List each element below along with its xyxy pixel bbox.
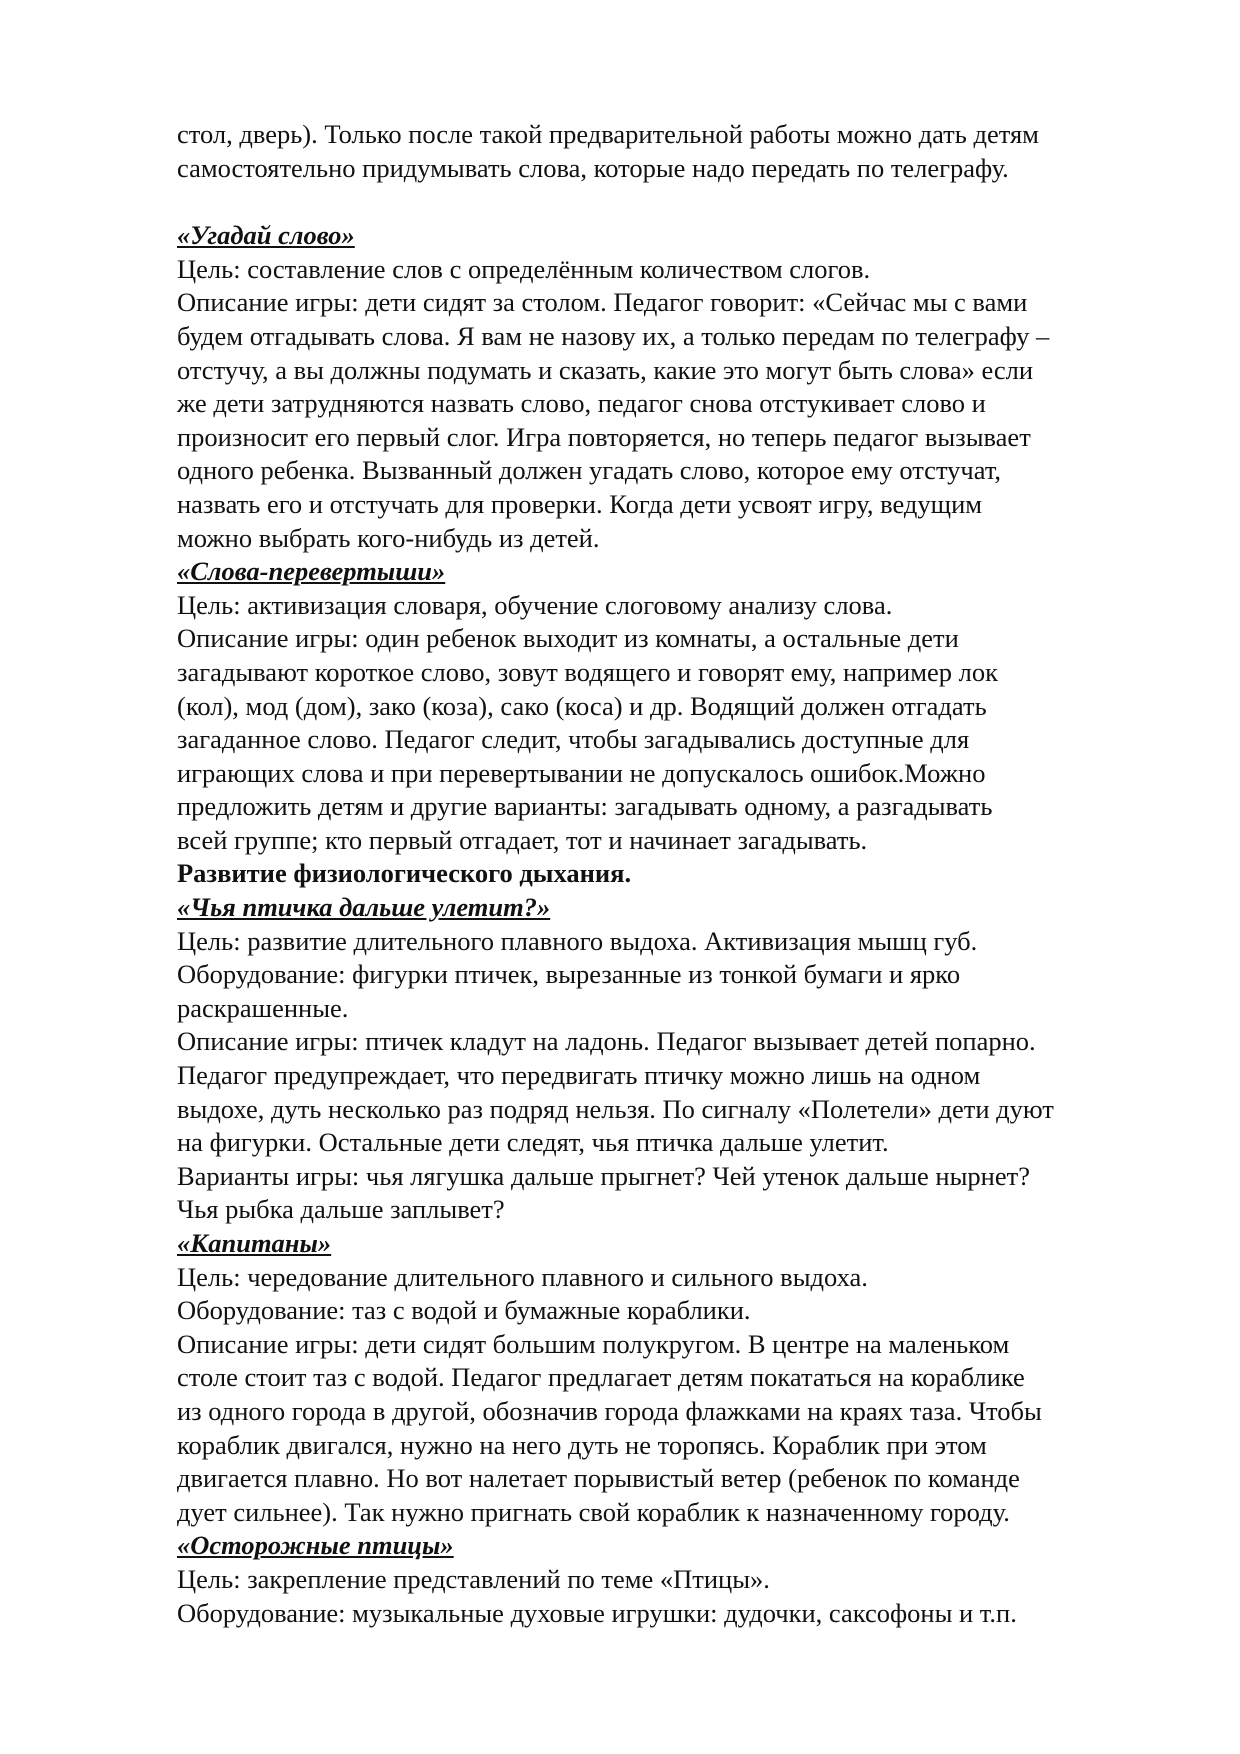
- paragraph-line: Оборудование: фигурки птичек, вырезанные из тонкой бумаги и ярко: [177, 959, 961, 990]
- blank-line: [177, 185, 1177, 219]
- paragraph-line: Цель: закрепление представлений по теме «Птицы».: [177, 1563, 770, 1594]
- paragraph-line: будем отгадывать слова. Я вам не назову их, а только передам по телеграфу –: [177, 320, 1050, 351]
- paragraph-line: дует сильнее). Так нужно пригнать свой кораблик к назначенному городу.: [177, 1496, 1010, 1527]
- paragraph-line: Описание игры: дети сидят большим полукругом. В центре на маленьком: [177, 1328, 1010, 1359]
- game-title-guess-word: «Угадай слово»: [177, 220, 355, 251]
- paragraph-line: Варианты игры: чья лягушка дальше прыгнет? Чей утенок дальше нырнет?: [177, 1160, 1030, 1191]
- paragraph-line: Цель: чередование длительного плавного и сильного выдоха.: [177, 1261, 868, 1292]
- paragraph-line: Описание игры: птичек кладут на ладонь. Педагог вызывает детей попарно.: [177, 1026, 1036, 1057]
- paragraph-line: произносит его первый слог. Игра повторяется, но теперь педагог вызывает: [177, 421, 1031, 452]
- paragraph-line: играющих слова и при перевертывании не допускалось ошибок.Можно: [177, 757, 986, 788]
- paragraph-line: предложить детям и другие варианты: загадывать одному, а разгадывать: [177, 791, 993, 822]
- paragraph-line: загаданное слово. Педагог следит, чтобы загадывались доступные для: [177, 724, 970, 755]
- paragraph-line: одного ребенка. Вызванный должен угадать слово, которое ему отстучат,: [177, 455, 1002, 486]
- paragraph-line: Описание игры: дети сидят за столом. Педагог говорит: «Сейчас мы с вами: [177, 287, 1028, 318]
- game-title-word-flip: «Слова-перевертыши»: [177, 556, 446, 587]
- paragraph-line: Оборудование: таз с водой и бумажные кораблики.: [177, 1295, 751, 1326]
- paragraph-line: Оборудование: музыкальные духовые игрушки: дудочки, саксофоны и т.п.: [177, 1597, 1017, 1628]
- paragraph-line: назвать его и отстучать для проверки. Когда дети усвоят игру, ведущим: [177, 488, 983, 519]
- paragraph-line: отстучу, а вы должны подумать и сказать, какие это могут быть слова» если: [177, 354, 1034, 385]
- paragraph-line: кораблик двигался, нужно на него дуть не торопясь. Кораблик при этом: [177, 1429, 987, 1460]
- paragraph-line: всей группе; кто первый отгадает, тот и начинает загадывать.: [177, 824, 868, 855]
- paragraph-line: Цель: составление слов с определённым количеством слогов.: [177, 253, 871, 284]
- paragraph-line: столе стоит таз с водой. Педагог предлагает детям покататься на кораблике: [177, 1362, 1025, 1393]
- game-title-captains: «Капитаны»: [177, 1228, 332, 1258]
- paragraph-line: из одного города в другой, обозначив города флажками на краях таза. Чтобы: [177, 1395, 1042, 1426]
- paragraph-line: Описание игры: один ребенок выходит из комнаты, а остальные дети: [177, 623, 959, 654]
- paragraph-line: двигается плавно. Но вот налетает порывистый ветер (ребенок по команде: [177, 1463, 1020, 1494]
- paragraph-line: Цель: развитие длительного плавного выдоха. Активизация мышц губ.: [177, 925, 978, 956]
- paragraph-line: можно выбрать кого-нибудь из детей.: [177, 522, 600, 553]
- game-title-careful-birds: «Осторожные птицы»: [177, 1530, 454, 1561]
- paragraph-line: выдохе, дуть несколько раз подряд нельзя. По сигналу «Полетели» дети дуют: [177, 1093, 1054, 1124]
- paragraph-line: (кол), мод (дом), зако (коза), сако (коса) и др. Водящий должен отгадать: [177, 690, 987, 721]
- paragraph-line: же дети затрудняются назвать слово, педагог снова отстукивает слово и: [177, 388, 986, 419]
- paragraph-line: самостоятельно придумывать слова, которые надо передать по телеграфу.: [177, 152, 1009, 183]
- paragraph-line: на фигурки. Остальные дети следят, чья птичка дальше улетит.: [177, 1127, 889, 1158]
- document-page: [177, 118, 1177, 1630]
- paragraph-line: Цель: активизация словаря, обучение слоговому анализу слова.: [177, 589, 893, 620]
- paragraph-line: Чья рыбка дальше заплывет?: [177, 1194, 505, 1225]
- paragraph-line: Педагог предупреждает, что передвигать птичку можно лишь на одном: [177, 1060, 981, 1091]
- section-heading: Развитие физиологического дыхания.: [177, 858, 632, 889]
- paragraph-line: стол, дверь). Только после такой предварительной работы можно дать детям: [177, 119, 1039, 149]
- paragraph-line: загадывают короткое слово, зовут водящего и говорят ему, например лок: [177, 656, 998, 687]
- paragraph-line: раскрашенные.: [177, 992, 349, 1023]
- game-title-bird-flight: «Чья птичка дальше улетит?»: [177, 892, 551, 923]
